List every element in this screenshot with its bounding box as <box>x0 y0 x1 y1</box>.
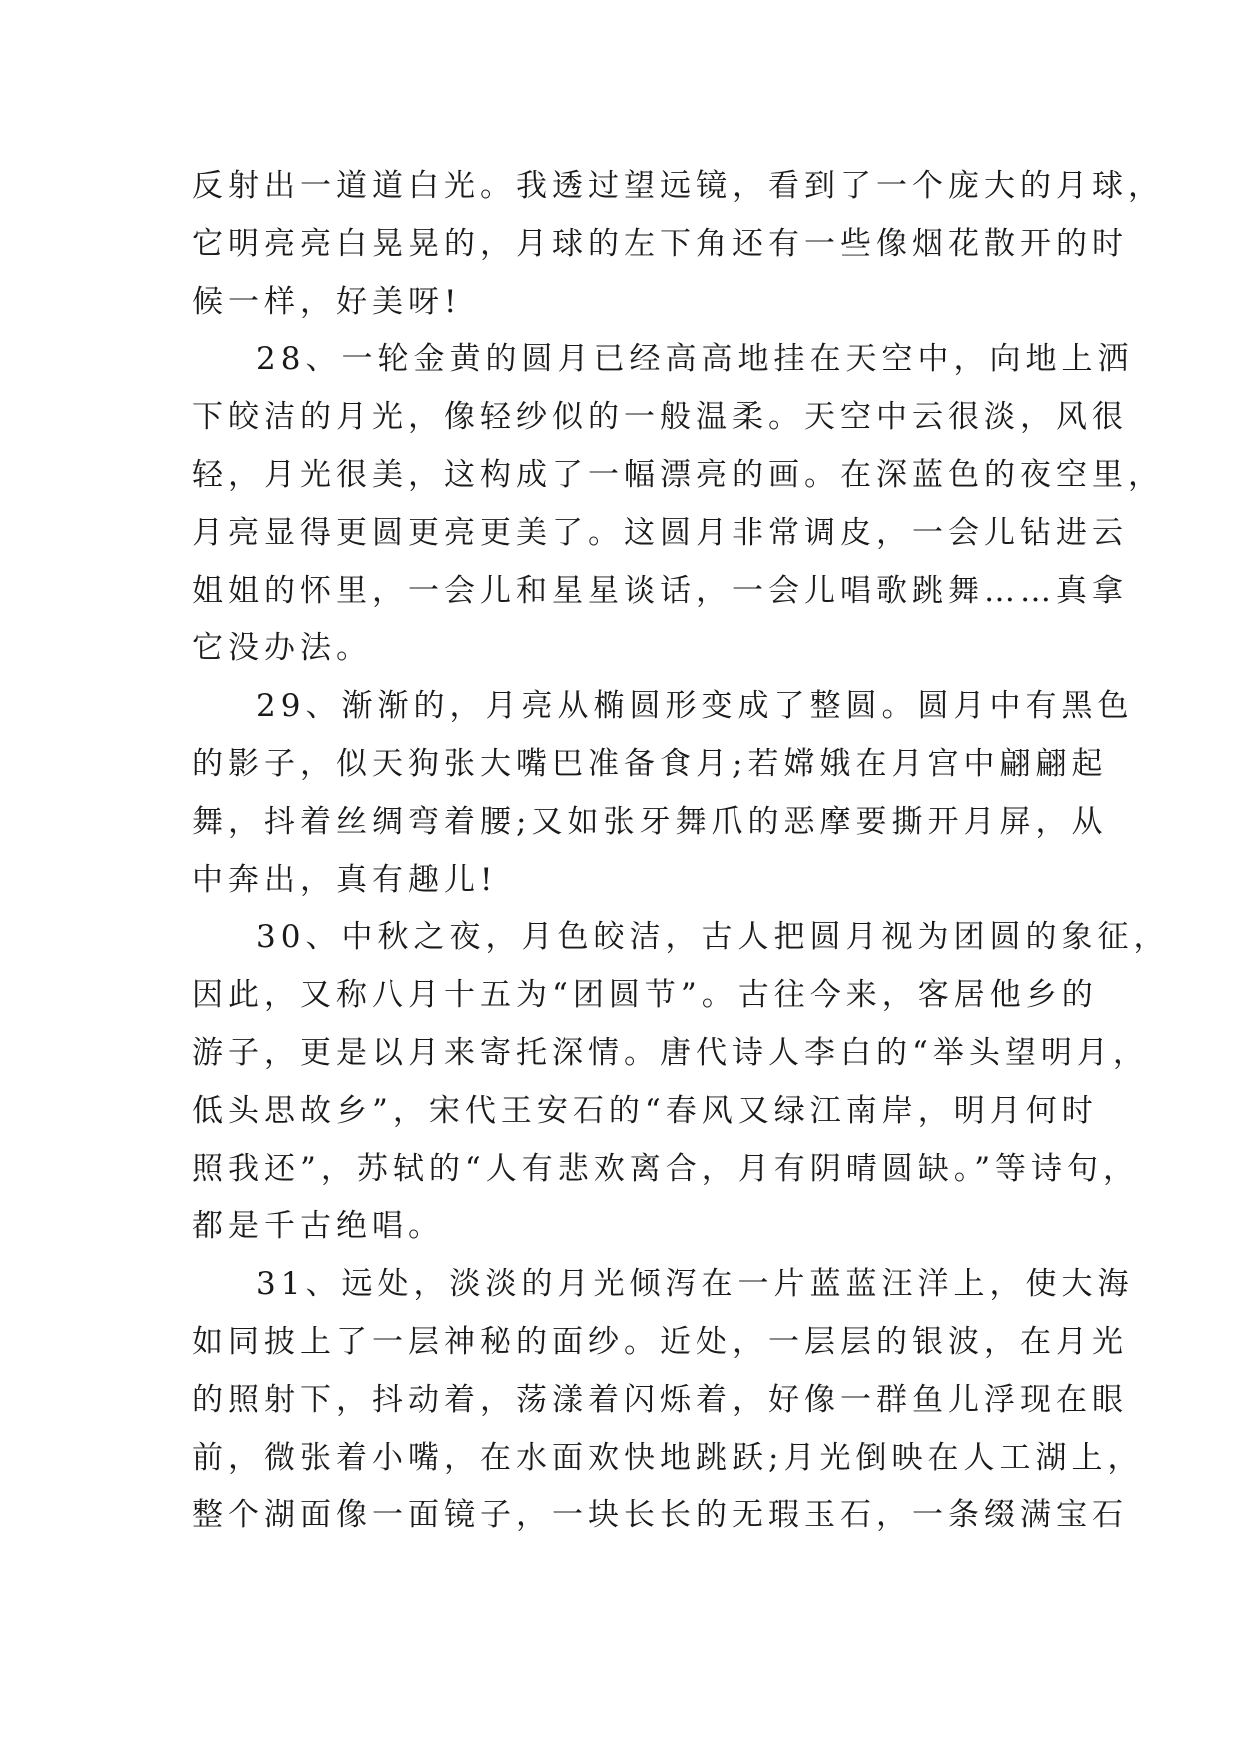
text-line: 28、一轮金黄的圆月已经高高地挂在天空中，向地上洒 <box>256 341 1134 378</box>
paragraph-31 <box>192 1256 1144 1545</box>
text-line: 它没办法。 <box>192 630 372 667</box>
text-line: 它明亮亮白晃晃的，月球的左下角还有一些像烟花散开的时 <box>192 225 1128 262</box>
text-line: 30、中秋之夜，月色皎洁，古人把圆月视为团圆的象征， <box>256 919 1170 956</box>
text-line: 下皎洁的月光，像轻纱似的一般温柔。天空中云很淡，风很 <box>192 399 1128 436</box>
text-line: 反射出一道道白光。我透过望远镜，看到了一个庞大的月球， <box>192 168 1164 204</box>
text-line: 的影子，似天狗张大嘴巴准备食月;若嫦娥在月宫中翩翩起 <box>192 745 1108 782</box>
text-line: 月亮显得更圆更亮更美了。这圆月非常调皮，一会儿钻进云 <box>192 514 1128 551</box>
text-line: 姐姐的怀里，一会儿和星星谈话，一会儿唱歌跳舞……真拿 <box>192 572 1128 609</box>
text-line: 都是千古绝唱。 <box>192 1208 444 1245</box>
text-line: 31、远处，淡淡的月光倾泻在一片蓝蓝汪洋上，使大海 <box>256 1266 1134 1303</box>
text-line: 照我还”，苏轼的“人有悲欢离合，月有阴晴圆缺。”等诗句， <box>192 1150 1140 1187</box>
document-body <box>192 158 1170 1545</box>
text-line: 整个湖面像一面镜子，一块长长的无瑕玉石，一条缀满宝石 <box>192 1497 1128 1534</box>
text-line: 舞，抖着丝绸弯着腰;又如张牙舞爪的恶摩要撕开月屏，从 <box>192 803 1108 840</box>
paragraph-28 <box>192 331 1164 678</box>
text-line: 的照射下，抖动着，荡漾着闪烁着，好像一群鱼儿浮现在眼 <box>192 1381 1128 1418</box>
text-line: 游子，更是以月来寄托深情。唐代诗人李白的“举头望明月， <box>192 1034 1149 1071</box>
text-line: 低头思故乡”，宋代王安石的“春风又绿江南岸，明月何时 <box>192 1092 1098 1129</box>
text-line: 如同披上了一层神秘的面纱。近处，一层层的银波，在月光 <box>192 1323 1128 1360</box>
paragraph-29 <box>192 678 1134 909</box>
text-line: 前，微张着小嘴，在水面欢快地跳跃;月光倒映在人工湖上， <box>192 1439 1144 1476</box>
text-line: 候一样，好美呀! <box>192 283 462 320</box>
text-line: 因此，又称八月十五为“团圆节”。古往今来，客居他乡的 <box>192 977 1098 1014</box>
text-line: 中奔出，真有趣儿! <box>192 861 498 898</box>
paragraph-30 <box>192 909 1170 1256</box>
text-line: 29、渐渐的，月亮从椭圆形变成了整圆。圆月中有黑色 <box>256 688 1134 725</box>
text-line: 轻，月光很美，这构成了一幅漂亮的画。在深蓝色的夜空里， <box>192 456 1164 493</box>
paragraph-continuation <box>192 158 1164 331</box>
